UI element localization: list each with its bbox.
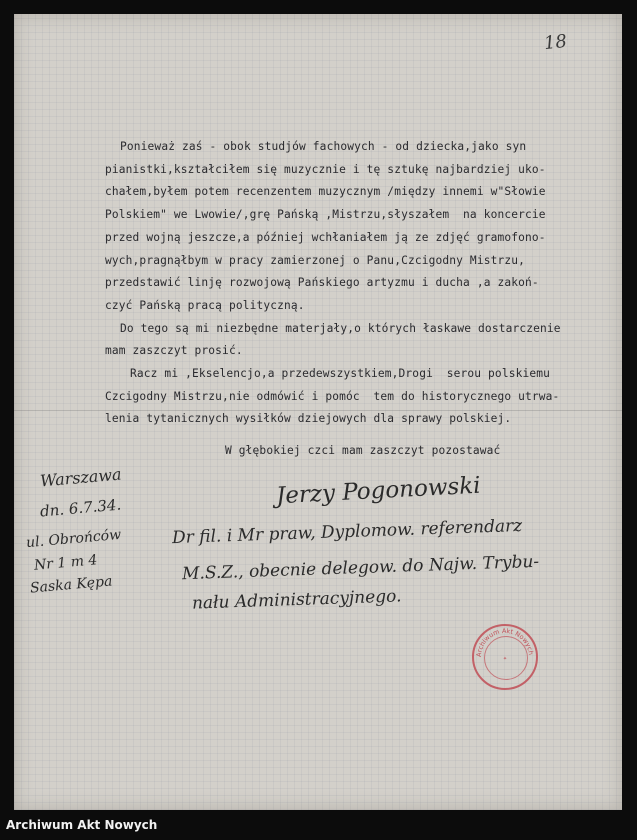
body-line: Do tego są mi niezbędne materjały,o których łaskawe dostarczenie: [120, 322, 561, 335]
body-line: lenia tytanicznych wysiłków dziejowych dla sprawy polskiej.: [105, 412, 512, 425]
fold-line: [14, 410, 622, 411]
body-line: Czcigodny Mistrzu,nie odmówić i pomóc tem do historycznego utrwa-: [105, 390, 560, 403]
author-title-line: M.S.Z., obecnie delegow. do Najw. Trybu-: [181, 551, 540, 585]
page-number: 18: [542, 30, 568, 55]
body-line: przed wojną jeszcze,a później wchłaniałem ją ze zdjęć gramofono-: [105, 231, 546, 244]
body-line: czyć Pańską pracą polityczną.: [105, 299, 305, 312]
footer-credit: Archiwum Akt Nowych: [6, 818, 158, 832]
body-line: przedstawić linję rozwojową Pańskiego artyzmu i ducha ,a zakoń-: [105, 276, 539, 289]
body-line: Polskiem" we Lwowie/,grę Pańską ,Mistrzu,słyszałem na koncercie: [105, 208, 546, 221]
address-line: Nr 1 m 4: [33, 552, 98, 574]
stamp-ring-text-icon: [472, 624, 538, 690]
body-line: pianistki,kształciłem się muzycznie i tę sztukę najbardziej uko-: [105, 163, 546, 176]
body-line: mam zaszczyt prosić.: [105, 344, 243, 357]
archive-stamp: [472, 624, 538, 690]
author-title-line: Dr fil. i Mr praw, Dyplomow. referendarz: [171, 515, 523, 549]
author-title-line: nału Administracyjnego.: [191, 586, 402, 614]
address-line: Warszawa: [39, 464, 123, 491]
body-line: chałem,byłem potem recenzentem muzycznym /między innemi w"Słowie: [105, 185, 546, 198]
body-line: Ponieważ zaś - obok studjów fachowych - od dziecka,jako syn: [120, 140, 527, 153]
body-line: Racz mi ,Ekselencjo,a przedewszystkiem,Drogi serou polskiemu: [130, 367, 551, 380]
document-page: [14, 14, 622, 810]
body-line: wych,pragnąłbym w pracy zamierzonej o Panu,Czcigodny Mistrzu,: [105, 254, 526, 267]
address-line: dn. 6.7.34.: [39, 495, 122, 521]
signature: Jerzy Pogonowski: [275, 472, 482, 510]
address-line: Saska Kępa: [29, 573, 114, 597]
closing-line: W głębokiej czci mam zaszczyt pozostawać: [225, 444, 501, 457]
svg-text:Archiwum Akt Nowych: Archiwum Akt Nowych: [474, 626, 535, 658]
svg-text:✦: ✦: [502, 656, 508, 662]
address-line: ul. Obrońców: [25, 526, 122, 552]
